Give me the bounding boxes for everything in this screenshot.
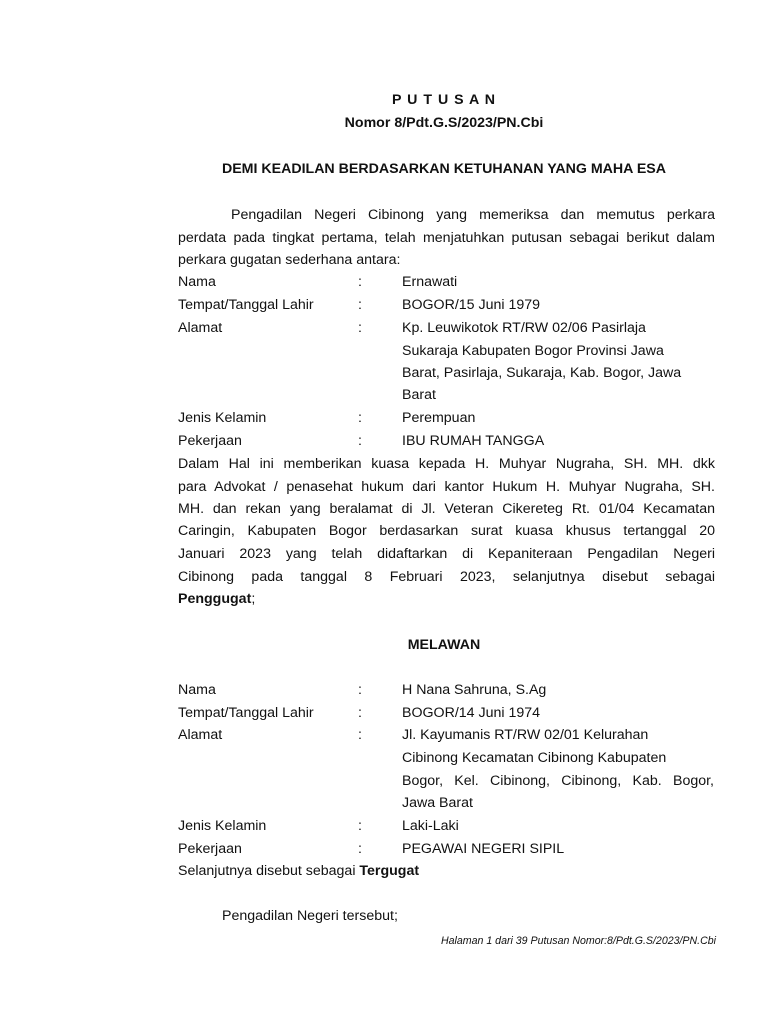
defendant-job-value: PEGAWAI NEGERI SIPIL: [402, 841, 565, 857]
plaintiff-birth-value: BOGOR/15 Juni 1979: [402, 297, 541, 313]
defendant-job-label: Pekerjaan: [178, 841, 242, 857]
defendant-address-line-3: Bogor, Kel. Cibinong, Cibinong, Kab. Bogor,: [402, 773, 714, 789]
separator: :: [358, 433, 362, 449]
intro-line-2: perdata pada tingkat pertama, telah menjatuhkan putusan sebagai berikut dalam: [178, 230, 715, 246]
defendant-address-line-4: Jawa Barat: [402, 795, 473, 811]
page-footer: Halaman 1 dari 39 Putusan Nomor:8/Pdt.G.S/2023/PN.Cbi: [441, 935, 716, 947]
attorney-line-2: para Advokat / penasehat hukum dari kantor Hukum H. Muhyar Nugraha, SH.: [178, 479, 715, 495]
intro-line-1: Pengadilan Negeri Cibinong yang memeriksa dan memutus perkara: [231, 207, 715, 223]
plaintiff-name-label: Nama: [178, 274, 216, 290]
plaintiff-address-line-3: Barat, Pasirlaja, Sukaraja, Kab. Bogor, Jawa: [402, 365, 682, 381]
defendant-birth-label: Tempat/Tanggal Lahir: [178, 705, 314, 721]
plaintiff-job-value: IBU RUMAH TANGGA: [402, 433, 545, 449]
defendant-address-label: Alamat: [178, 727, 223, 743]
separator: :: [358, 320, 362, 336]
plaintiff-role: Penggugat: [178, 591, 252, 607]
defendant-address-line-2: Cibinong Kecamatan Cibinong Kabupaten: [402, 750, 667, 766]
defendant-role-prefix: Selanjutnya disebut sebagai: [178, 863, 360, 879]
court-motto: DEMI KEADILAN BERDASARKAN KETUHANAN YANG MAHA ESA: [221, 161, 667, 177]
plaintiff-gender-value: Perempuan: [402, 410, 476, 426]
defendant-address-row: [178, 726, 718, 744]
defendant-name-value: H Nana Sahruna, S.Ag: [402, 682, 547, 698]
defendant-role-line: [178, 862, 419, 880]
plaintiff-address-line-4: Barat: [402, 387, 436, 403]
plaintiff-job-label: Pekerjaan: [178, 433, 242, 449]
plaintiff-address-row: [178, 319, 718, 337]
defendant-gender-row: [178, 817, 718, 835]
plaintiff-gender-row: [178, 409, 718, 427]
defendant-name-row: [178, 681, 718, 699]
plaintiff-gender-label: Jenis Kelamin: [178, 410, 267, 426]
intro-line-3: perkara gugatan sederhana antara:: [178, 252, 401, 268]
attorney-line-1: Dalam Hal ini memberikan kuasa kepada H. Muhyar Nugraha, SH. MH. dkk: [178, 456, 715, 472]
separator: :: [358, 682, 362, 698]
separator: :: [358, 818, 362, 834]
plaintiff-birth-row: [178, 296, 718, 314]
plaintiff-birth-label: Tempat/Tanggal Lahir: [178, 297, 314, 313]
separator: :: [358, 705, 362, 721]
attorney-line-6: Cibinong pada tanggal 8 Februari 2023, selanjutnya disebut sebagai: [178, 569, 715, 585]
attorney-line-4: Caringin, Kabupaten Bogor berdasarkan surat kuasa khusus tertanggal 20: [178, 523, 715, 539]
attorney-line-5: Januari 2023 yang telah didaftarkan di Kepaniteraan Pengadilan Negeri: [178, 546, 715, 562]
separator: :: [358, 410, 362, 426]
separator: :: [358, 727, 362, 743]
plaintiff-address-label: Alamat: [178, 320, 223, 336]
defendant-role: Tergugat: [359, 863, 420, 879]
defendant-gender-value: Laki-Laki: [402, 818, 459, 834]
separator: :: [358, 841, 362, 857]
case-number: Nomor 8/Pdt.G.S/2023/PN.Cbi: [344, 115, 544, 131]
court-line: Pengadilan Negeri tersebut;: [222, 908, 398, 924]
plaintiff-role-line: [178, 590, 255, 608]
defendant-address-line-1: Jl. Kayumanis RT/RW 02/01 Kelurahan: [402, 727, 649, 743]
versus-heading: MELAWAN: [407, 637, 481, 653]
defendant-gender-label: Jenis Kelamin: [178, 818, 267, 834]
plaintiff-name-row: [178, 273, 718, 291]
defendant-job-row: [178, 840, 718, 858]
document-title: P U T U S A N: [392, 92, 496, 108]
attorney-line-3: MH. dan rekan yang beralamat di Jl. Veteran Cikereteg Rt. 01/04 Kecamatan: [178, 501, 715, 517]
plaintiff-job-row: [178, 432, 718, 450]
separator: :: [358, 274, 362, 290]
defendant-birth-row: [178, 704, 718, 722]
separator: :: [358, 297, 362, 313]
plaintiff-address-line-2: Sukaraja Kabupaten Bogor Provinsi Jawa: [402, 343, 664, 359]
plaintiff-name-value: Ernawati: [402, 274, 458, 290]
defendant-birth-value: BOGOR/14 Juni 1974: [402, 705, 541, 721]
plaintiff-role-end: ;: [251, 591, 256, 607]
plaintiff-address-line-1: Kp. Leuwikotok RT/RW 02/06 Pasirlaja: [402, 320, 646, 336]
defendant-name-label: Nama: [178, 682, 216, 698]
